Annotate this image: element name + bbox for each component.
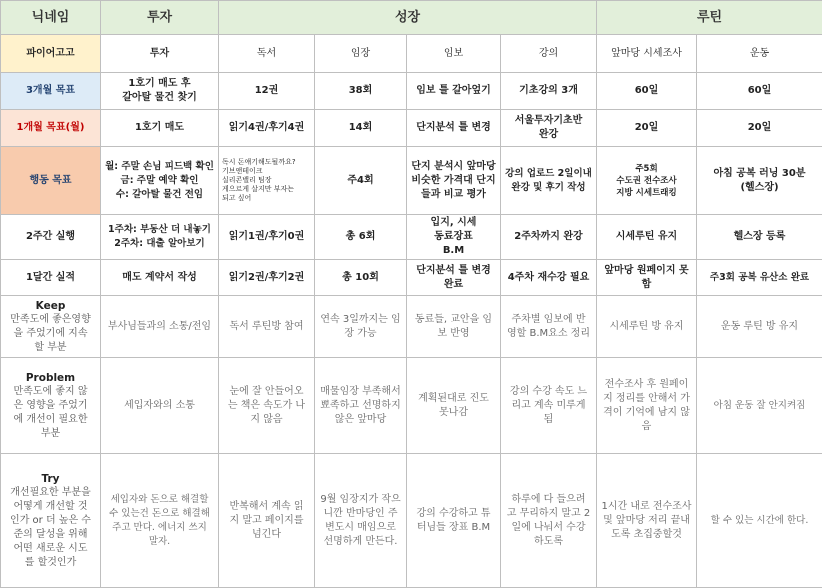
row-label: 1개월 목표(월) — [1, 110, 101, 147]
try-description: 개선필요한 부분을 어떻게 개선할 것 인가 or 더 높은 수 준의 달성을 위해 어떤 새로운 시도 를 할것인가 — [4, 486, 97, 570]
table-cell: 60일 — [697, 73, 822, 110]
table-cell: 반복해서 계속 읽 지 말고 페이지를 넘긴다 — [219, 454, 315, 588]
row-keep — [1, 296, 822, 358]
problem-title: Problem — [4, 371, 97, 385]
table-cell: 단지분석 틀 변경 완료 — [407, 260, 501, 296]
col-invest: 투자 — [101, 35, 219, 73]
row-action-goal — [1, 147, 822, 215]
keep-title: Keep — [4, 299, 97, 313]
table-cell: 시세루틴 유지 — [597, 215, 697, 260]
row-label: 2주간 실행 — [1, 215, 101, 260]
table-cell: 할 수 있는 시간에 한다. — [697, 454, 822, 588]
header-nickname: 닉네임 — [1, 1, 101, 35]
row-2week — [1, 215, 822, 260]
table-cell: 전수조사 후 원페이 지 정리를 안해서 가 격이 기억에 남지 않 음 — [597, 358, 697, 454]
row-label-problem — [1, 358, 101, 454]
table-cell: 독시 돈얘기해도될까요? 기브앤테이크 실리콘밸리 팀장 게으르게 살지만 부자는 되고 싶어 — [219, 147, 315, 215]
problem-description: 만족도에 좋지 않 은 영향을 주었기 에 개선이 필요한 부분 — [4, 385, 97, 441]
table-cell: 운동 루틴 방 유지 — [697, 296, 822, 358]
row-label: 1달간 실적 — [1, 260, 101, 296]
table-cell: 읽기1권/후기0권 — [219, 215, 315, 260]
col-price-survey: 앞마당 시세조사 — [597, 35, 697, 73]
table-cell: 동료들, 교안을 임 보 반영 — [407, 296, 501, 358]
table-cell: 하루에 다 들으려 고 무리하지 말고 2 일에 나눠서 수강 하도록 — [501, 454, 597, 588]
table-cell: 주4회 — [315, 147, 407, 215]
table-cell: 강의 업로드 2일이내 완강 및 후기 작성 — [501, 147, 597, 215]
row-label: 행동 목표 — [1, 147, 101, 215]
table-cell: 1주차: 부동산 더 내놓기 2주차: 대출 알아보기 — [101, 215, 219, 260]
table-cell: 부사님들과의 소통/전임 — [101, 296, 219, 358]
header-growth: 성장 — [219, 1, 597, 35]
table-cell: 주차별 임보에 반 영할 B.M요소 정리 — [501, 296, 597, 358]
table-cell: 1호기 매도 — [101, 110, 219, 147]
header-row — [1, 1, 822, 35]
table-cell: 계획된대로 진도 못나감 — [407, 358, 501, 454]
table-cell: 시세루틴 방 유지 — [597, 296, 697, 358]
table-cell: 임보 틀 갈아엎기 — [407, 73, 501, 110]
row-label: 3개월 목표 — [1, 73, 101, 110]
table-cell: 60일 — [597, 73, 697, 110]
table-cell: 읽기2권/후기2권 — [219, 260, 315, 296]
table-cell: 20일 — [597, 110, 697, 147]
row-1month-result — [1, 260, 822, 296]
table-cell: 단지분석 틀 변경 — [407, 110, 501, 147]
header-routine: 루틴 — [597, 1, 822, 35]
table-cell: 매도 계약서 작성 — [101, 260, 219, 296]
table-cell: 12권 — [219, 73, 315, 110]
table-cell: 아침 공복 러닝 30분 (헬스장) — [697, 147, 822, 215]
table-cell: 앞마당 원페이지 못 함 — [597, 260, 697, 296]
subheader-row — [1, 35, 822, 73]
table-cell: 입지, 시세 동료장표 B.M — [407, 215, 501, 260]
row-label-keep — [1, 296, 101, 358]
try-title: Try — [4, 472, 97, 486]
table-cell: 4주차 재수강 필요 — [501, 260, 597, 296]
table-cell: 헬스장 등록 — [697, 215, 822, 260]
col-imjang: 임장 — [315, 35, 407, 73]
table-cell: 월: 주말 손님 피드백 확인 금: 주말 예약 확인 수: 갈아탈 물건 전임 — [101, 147, 219, 215]
nickname-cell: 파이어고고 — [1, 35, 101, 73]
table-cell: 38회 — [315, 73, 407, 110]
table-cell: 9월 임장지가 작으 니깐 반마당인 주 변도시 매임으로 선명하게 만든다. — [315, 454, 407, 588]
table-cell: 2주차까지 완강 — [501, 215, 597, 260]
row-3month-goal — [1, 73, 822, 110]
table-cell: 1시간 내로 전수조사 및 앞마당 저리 끝내 도록 초집중할것 — [597, 454, 697, 588]
table-cell: 매물임장 부족해서 뾰족하고 선명하지 않은 앞마당 — [315, 358, 407, 454]
row-1month-goal — [1, 110, 822, 147]
col-exercise: 운동 — [697, 35, 822, 73]
table-cell: 20일 — [697, 110, 822, 147]
table-cell: 서울투자기초반 완강 — [501, 110, 597, 147]
table-cell: 세입자와 돈으로 해결할 수 있는건 돈으로 해결해 주고 만다. 에너지 쓰지 말자. — [101, 454, 219, 588]
table-cell: 주3회 공복 유산소 완료 — [697, 260, 822, 296]
table-cell: 강의 수강하고 튜 터님들 장표 B.M — [407, 454, 501, 588]
table-cell: 강의 수강 속도 느 리고 계속 미루게 됨 — [501, 358, 597, 454]
col-lecture: 강의 — [501, 35, 597, 73]
table-cell: 1호기 매도 후 갈아탈 물건 찾기 — [101, 73, 219, 110]
table-cell: 세입자와의 소통 — [101, 358, 219, 454]
table-cell: 14회 — [315, 110, 407, 147]
table-cell: 총 10회 — [315, 260, 407, 296]
table-cell: 독서 루틴방 참여 — [219, 296, 315, 358]
header-invest: 투자 — [101, 1, 219, 35]
row-problem — [1, 358, 822, 454]
row-try — [1, 454, 822, 588]
table-cell: 단지 분석시 앞마당 비슷한 가격대 단지 들과 비교 평가 — [407, 147, 501, 215]
col-reading: 독서 — [219, 35, 315, 73]
col-imbo: 임보 — [407, 35, 501, 73]
table-cell: 읽기4권/후기4권 — [219, 110, 315, 147]
table-cell: 연속 3일까지는 임 장 가능 — [315, 296, 407, 358]
table-cell: 주5회 수도권 전수조사 지방 시세트래킹 — [597, 147, 697, 215]
table-cell: 아침 운동 잘 안지켜짐 — [697, 358, 822, 454]
table-cell: 눈에 잘 안들어오 는 책은 속도가 나 지 않음 — [219, 358, 315, 454]
table-cell: 기초강의 3개 — [501, 73, 597, 110]
table-cell: 총 6회 — [315, 215, 407, 260]
keep-description: 만족도에 좋은영향 을 주었기에 지속 할 부분 — [4, 313, 97, 355]
row-label-try — [1, 454, 101, 588]
